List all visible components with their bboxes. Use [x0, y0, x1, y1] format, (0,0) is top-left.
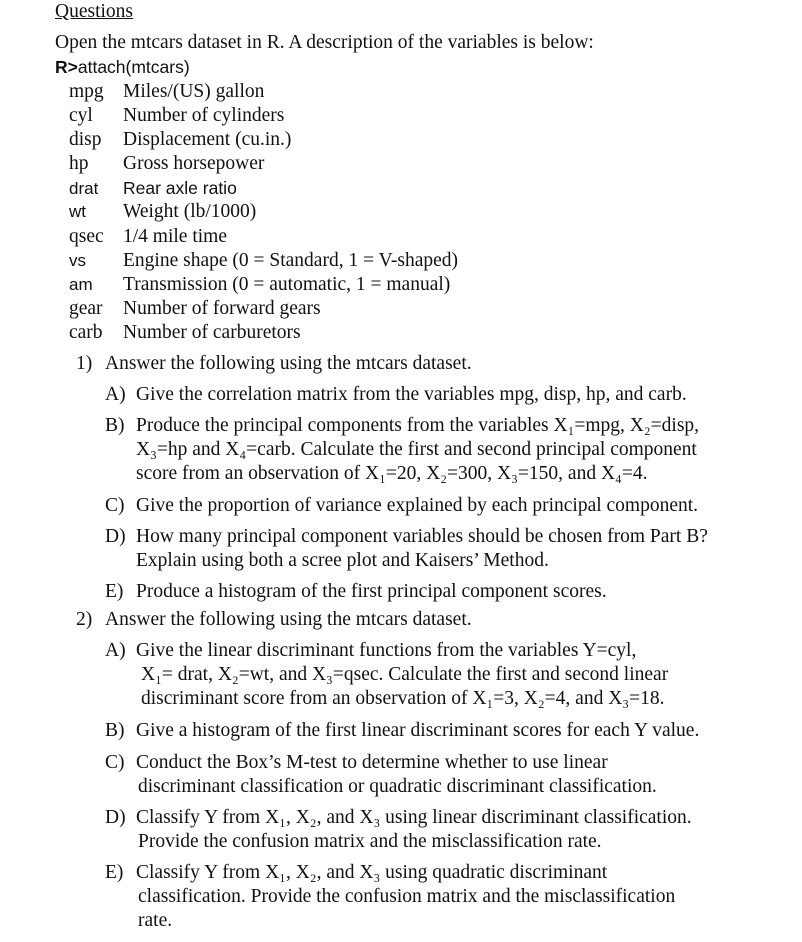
part-text: Give the linear discriminant functions from the variables Y=cyl,	[136, 640, 637, 661]
variable-desc: Engine shape (0 = Standard, 1 = V-shaped)	[123, 250, 459, 271]
part-text: discriminant classification or quadratic discriminant classification.	[138, 776, 657, 797]
question-number: 2)	[76, 609, 93, 630]
variable-name: wt	[69, 202, 86, 221]
variable-name: hp	[69, 153, 89, 174]
variable-row	[69, 225, 227, 249]
part-letter: E)	[105, 862, 124, 883]
variable-row	[69, 80, 264, 104]
question-text: Answer the following using the mtcars dataset.	[105, 353, 472, 374]
question-part	[105, 861, 607, 885]
variable-row	[69, 200, 256, 224]
variable-name: cyl	[69, 105, 93, 126]
question-part	[105, 525, 708, 549]
variable-desc: Transmission (0 = automatic, 1 = manual)	[123, 274, 451, 295]
variable-desc: Number of cylinders	[123, 105, 285, 126]
part-letter: E)	[105, 581, 124, 602]
part-letter: A)	[105, 640, 126, 661]
variable-desc: Weight (lb/1000)	[123, 201, 257, 222]
variable-desc: Number of carburetors	[123, 322, 301, 343]
r-prompt: R>	[55, 57, 78, 77]
r-command-line	[55, 55, 190, 80]
part-text: classification. Provide the confusion matrix and the misclassification	[138, 886, 676, 907]
variable-row	[69, 321, 301, 345]
part-letter: A)	[105, 384, 126, 405]
variable-desc: Number of forward gears	[123, 298, 321, 319]
part-text: score from an observation of X₁=20, X₂=300, X₃=150, and X₄=4.	[136, 463, 648, 484]
part-text: Produce the principal components from the variables X₁=mpg, X₂=disp,	[136, 415, 700, 436]
part-text: X₁= drat, X₂=wt, and X₃=qsec. Calculate the first and second linear	[141, 664, 669, 685]
question-part	[105, 719, 699, 743]
part-text: Give the correlation matrix from the variables mpg, disp, hp, and carb.	[136, 384, 687, 405]
variable-name: am	[69, 275, 93, 294]
part-text: Conduct the Box’s M-test to determine whether to use linear	[136, 752, 608, 773]
question-header	[76, 608, 472, 632]
part-letter: D)	[105, 526, 126, 547]
variable-name: vs	[69, 251, 86, 270]
question-part	[105, 639, 636, 663]
part-letter: B)	[105, 415, 125, 436]
part-letter: D)	[105, 807, 126, 828]
variable-name: mpg	[69, 81, 104, 102]
part-text: Produce a histogram of the first principal component scores.	[136, 581, 607, 602]
question-part	[105, 414, 699, 438]
variable-name: drat	[69, 179, 99, 198]
variable-desc: Miles/(US) gallon	[123, 81, 265, 102]
variable-row	[69, 128, 291, 152]
part-text: How many principal component variables should be chosen from Part B?	[136, 526, 708, 547]
variable-desc: 1/4 mile time	[123, 226, 227, 247]
variable-desc: Gross horsepower	[123, 153, 265, 174]
part-letter: C)	[105, 752, 125, 773]
question-text: Answer the following using the mtcars dataset.	[105, 609, 472, 630]
question-number: 1)	[76, 353, 93, 374]
part-text: Classify Y from X₁, X₂, and X₃ using quadratic discriminant	[136, 862, 608, 883]
question-part	[105, 751, 608, 775]
variable-desc: Rear axle ratio	[123, 178, 237, 198]
variable-desc: Displacement (cu.in.)	[123, 129, 292, 150]
variable-row	[69, 104, 284, 128]
variable-row	[69, 273, 450, 297]
variable-name: carb	[69, 322, 103, 343]
question-part	[105, 580, 607, 604]
part-letter: C)	[105, 495, 125, 516]
part-text: discriminant score from an observation of X₁=3, X₂=4, and X₃=18.	[141, 688, 665, 709]
r-command: attach(mtcars)	[77, 57, 190, 77]
variable-row	[69, 297, 321, 321]
variable-row	[69, 176, 237, 201]
page-title: Questions	[55, 1, 133, 22]
question-part	[105, 494, 698, 518]
part-text: Provide the confusion matrix and the misclassification rate.	[138, 831, 602, 852]
part-text: Classify Y from X₁, X₂, and X₃ using linear discriminant classification.	[136, 807, 692, 828]
variable-row	[69, 249, 458, 273]
part-text: X₃=hp and X₄=carb. Calculate the first and second principal component	[136, 439, 697, 460]
part-text: rate.	[138, 910, 173, 931]
part-text: Give a histogram of the first linear discriminant scores for each Y value.	[136, 720, 700, 741]
question-header	[76, 352, 472, 376]
variable-name: disp	[69, 129, 102, 150]
variable-name: gear	[69, 298, 103, 319]
part-text: Give the proportion of variance explained by each principal component.	[136, 495, 699, 516]
variable-row	[69, 152, 264, 176]
question-part	[105, 806, 692, 830]
variable-name: qsec	[69, 226, 104, 247]
question-part	[105, 383, 687, 407]
intro-text: Open the mtcars dataset in R. A description of the variables is below:	[55, 32, 594, 53]
part-text: Explain using both a scree plot and Kaisers’ Method.	[136, 550, 549, 571]
part-letter: B)	[105, 720, 125, 741]
